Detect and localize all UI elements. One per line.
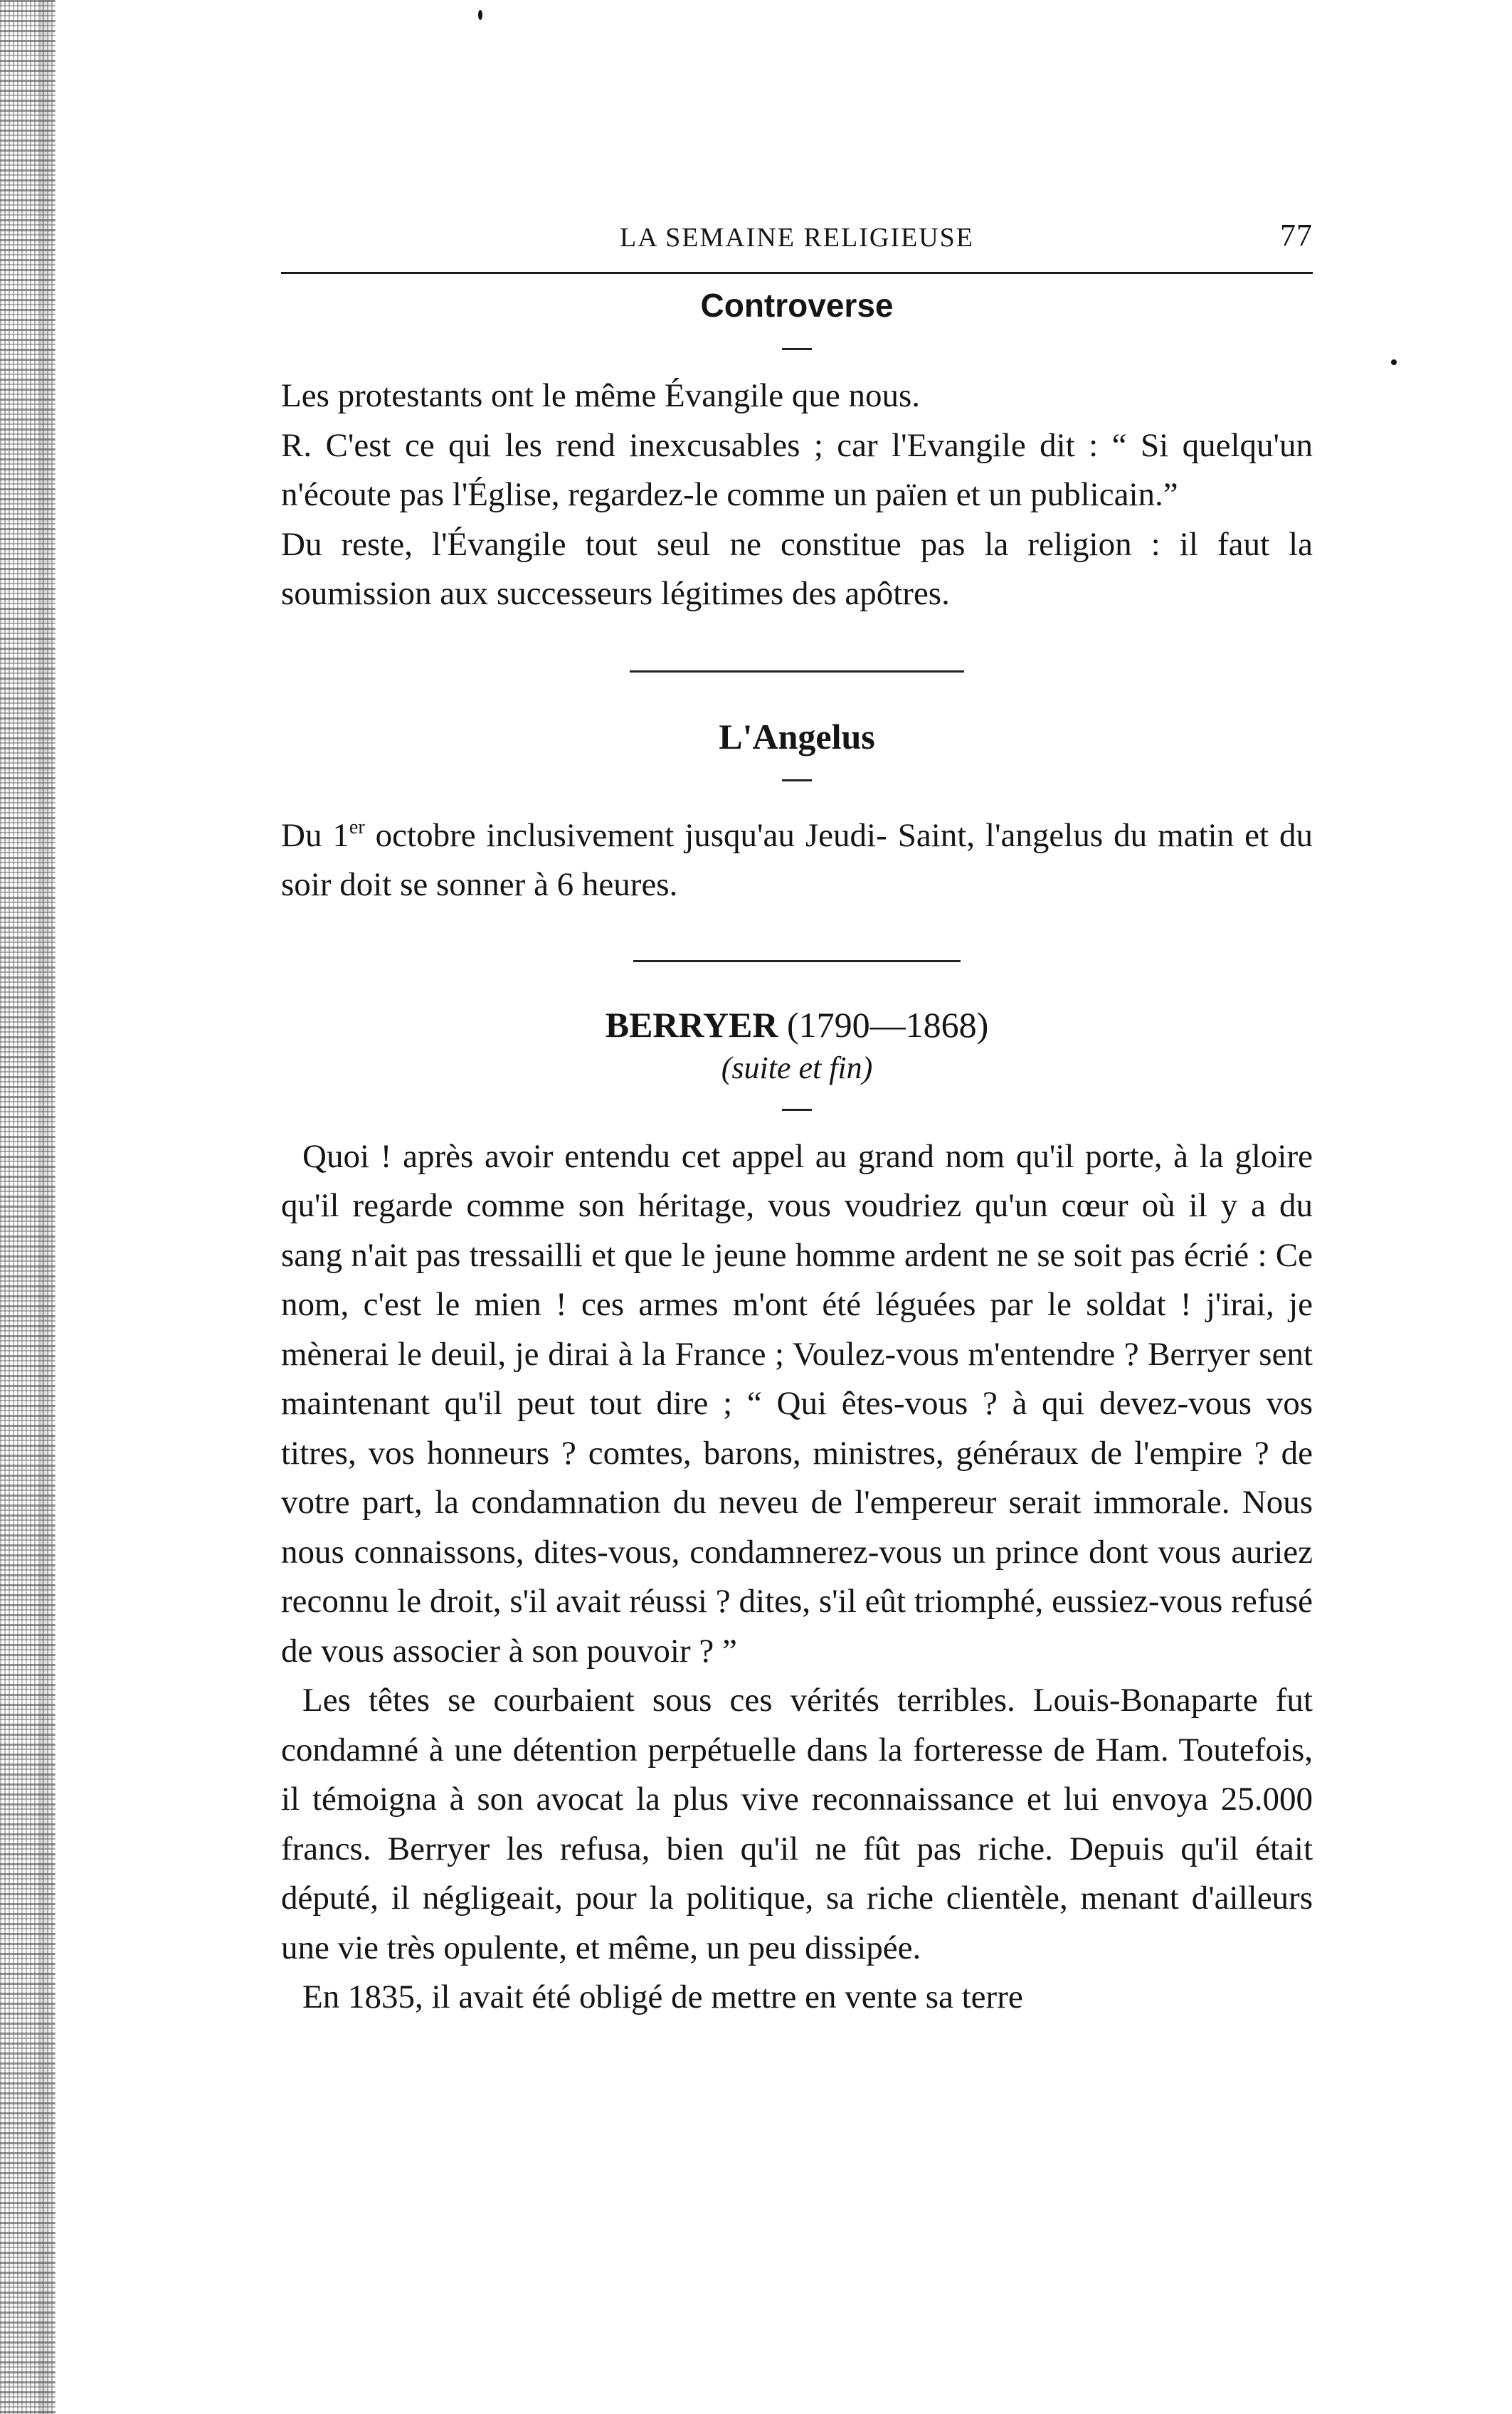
paragraph: R. C'est ce qui les rend inexcusables ; car l'Evangile dit : “ Si quelqu'un n'écoute pas l'Église, regardez-le comme un païen et un publicain.” [281,426,1313,513]
angelus-text-start: Du 1 [281,816,349,854]
section-title-controverse: Controverse [700,287,894,324]
angelus-paragraph [281,803,1313,910]
print-speck [478,10,482,20]
section-title-berryer [281,1003,1313,1046]
running-head [281,206,1313,256]
book-binding-edge [0,0,55,2414]
title-dash [782,348,812,350]
berryer-name: BERRYER [605,1004,778,1045]
section-title-angelus: L'Angelus [719,716,875,757]
running-head-title: LA SEMAINE RELIGIEUSE [620,223,974,253]
section-separator [630,670,964,673]
page-number: 77 [1280,218,1313,253]
title-dash [782,779,812,781]
print-speck [1391,359,1397,365]
paragraph: En 1835, il avait été obligé de mettre en vente sa terre [302,1978,1023,2015]
title-dash [782,1109,812,1111]
paragraph: Les protestants ont le même Évangile que nous. [281,377,921,414]
section-separator [633,960,961,962]
paragraph: Quoi ! après avoir entendu cet appel au grand nom qu'il porte, à la gloire qu'il regarde comme son héritage, vous voudriez qu'un cœur où il y a du sang n'ait pas tressailli et que le jeune homme ardent ne se soit pas écrié : Ce nom, c'est le mien ! ces armes m'ont été léguées par le soldat ! j'irai, je mènerai le deuil, je dirai à la France ; Voulez-vous m'entendre ? Berryer sent maintenant qu'il peut tout dire ; “ Qui êtes-vous ? à qui devez-vous vos titres, vos honneurs ? comtes, barons, ministres, généraux de l'empire ? de votre part, la condamnation du neveu de l'empereur serait immorale. Nous nous connaissons, dites-vous, condamnerez-vous un prince dont vous auriez reconnu le droit, s'il avait réussi ? dites, s'il eût triomphé, eussiez-vous refusé de vous associer à son pouvoir ? ” [281,1137,1313,1670]
paragraph: Du reste, l'Évangile tout seul ne constitue pas la religion : il faut la soumission aux successeurs légitimes des apôtres. [281,525,1313,612]
section-subtitle: (suite et fin) [721,1050,873,1085]
angelus-text-rest: octobre inclusivement jusqu'au Jeudi- Saint, l'angelus du matin et du soir doit se sonner à 6 heures. [281,816,1313,903]
ordinal-suffix: er [349,816,365,838]
paragraph: Les têtes se courbaient sous ces vérités terribles. Louis-Bonaparte fut condamné à une détention perpétuelle dans la forteresse de Ham. Toutefois, il témoigna à son avocat la plus vive reconnaissance et lui envoya 25.000 francs. Berryer les refusa, bien qu'il ne fût pas riche. Depuis qu'il était député, il négligeait, pour la politique, sa riche clientèle, menant d'ailleurs une vie très opulente, et même, un peu dissipée. [281,1682,1313,1966]
berryer-dates: (1790—1868) [778,1004,989,1045]
page [281,206,1313,2023]
header-rule [281,272,1313,274]
